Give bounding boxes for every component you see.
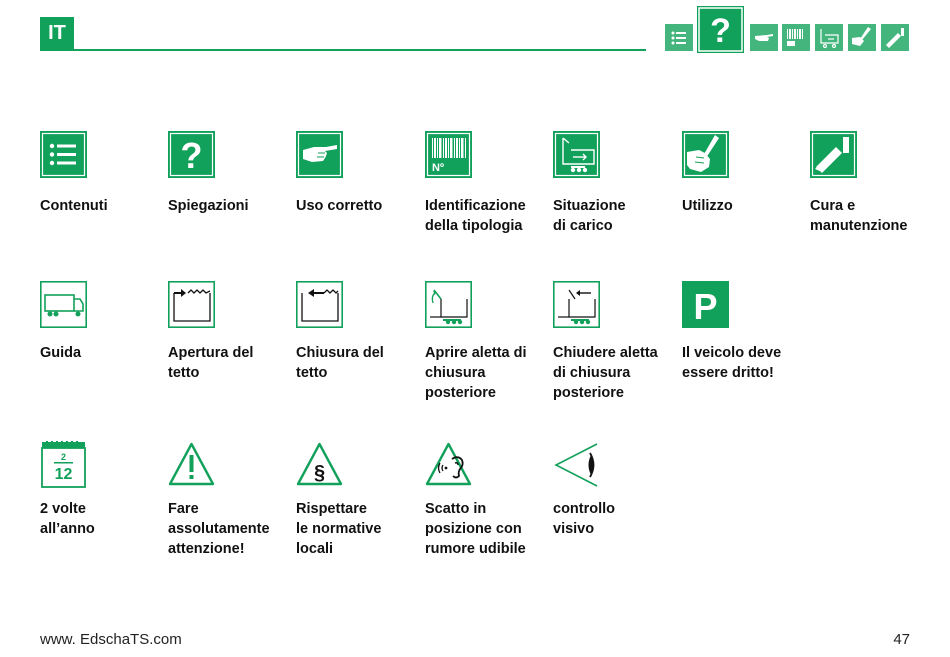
warning-icon — [168, 441, 215, 488]
header-rule — [40, 49, 646, 51]
legend-label: Guida — [40, 345, 82, 361]
legend-label: Contenuti — [40, 198, 108, 214]
nav-list-icon[interactable] — [665, 24, 693, 51]
legend-label: 2 volte all’anno — [40, 501, 95, 537]
legend-label: Utilizzo — [682, 198, 733, 214]
roof-open-icon — [168, 281, 215, 328]
number-sign-text: Nº — [432, 162, 444, 174]
hand-tool-icon — [682, 131, 729, 178]
nav-hand-tool-icon[interactable] — [848, 24, 876, 51]
svg-text:§: § — [313, 462, 326, 484]
legend-label: Scatto in posizione con rumore udibile — [425, 501, 526, 557]
barcode-icon — [425, 131, 472, 178]
nav-question-icon[interactable] — [697, 6, 744, 53]
parking-letter: P — [693, 286, 718, 327]
parking-icon — [682, 281, 729, 328]
legend-label: Fare assolutamente attenzione! — [168, 501, 270, 557]
legend-label: Apertura del tetto — [168, 345, 254, 381]
legend-label: Cura e manutenzione — [810, 198, 908, 234]
maintenance-icon — [810, 131, 857, 178]
svg-text:2: 2 — [60, 452, 67, 462]
legend-label: Spiegazioni — [168, 198, 249, 214]
pointing-hand-icon — [296, 131, 343, 178]
legend-label: Il veicolo deve essere dritto! — [682, 345, 782, 381]
legend-label: Chiudere aletta di chiusura posteriore — [553, 345, 658, 401]
roof-close-icon — [296, 281, 343, 328]
calendar-icon — [40, 441, 87, 488]
truck-icon — [40, 281, 87, 328]
legend-label: Aprire aletta di chiusura posteriore — [425, 345, 527, 401]
svg-text:?: ? — [180, 135, 203, 176]
nav-pointing-hand-icon[interactable] — [750, 24, 778, 51]
legend-label: Situazione di carico — [553, 198, 626, 234]
question-icon — [168, 131, 215, 178]
legend-label: Chiusura del tetto — [296, 345, 384, 381]
footer-url[interactable]: www. EdschaTS.com — [40, 631, 182, 648]
eye-icon — [553, 441, 600, 488]
loading-icon — [553, 131, 600, 178]
nav-maintenance-icon[interactable] — [881, 24, 909, 51]
nav-barcode-icon[interactable] — [782, 24, 810, 51]
legend-label: Uso corretto — [296, 198, 383, 214]
tailgate-open-icon — [425, 281, 472, 328]
svg-text:?: ? — [710, 12, 731, 50]
language-badge: IT — [40, 17, 74, 50]
legend-label: controllo visivo — [553, 501, 616, 537]
nav-loading-icon[interactable] — [815, 24, 843, 51]
list-icon — [40, 131, 87, 178]
legend-label: Rispettare le normative locali — [296, 501, 382, 557]
tailgate-close-icon — [553, 281, 600, 328]
legend-label: Identificazione della tipologia — [425, 198, 526, 234]
paragraph-icon — [296, 441, 343, 488]
page-number: 47 — [893, 631, 910, 648]
svg-text:12: 12 — [54, 466, 73, 483]
audible-click-icon — [425, 441, 472, 488]
